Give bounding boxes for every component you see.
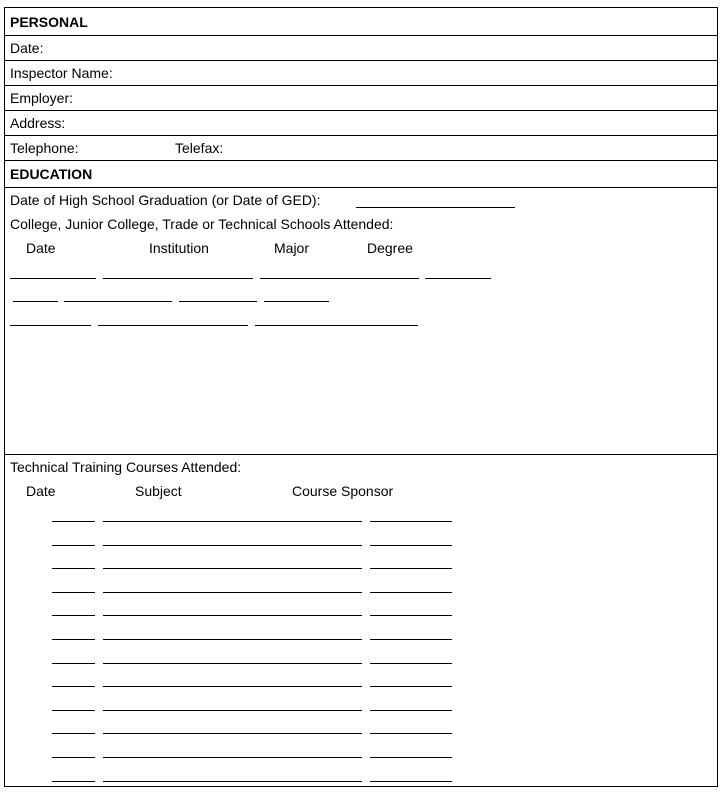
training-date-blank[interactable] [52, 781, 95, 782]
training-subject-blank[interactable] [103, 521, 362, 522]
training-subject-blank[interactable] [103, 568, 362, 569]
training-sponsor-blank[interactable] [370, 615, 452, 616]
training-date-blank[interactable] [52, 757, 95, 758]
training-date-blank[interactable] [52, 545, 95, 546]
divider [5, 60, 717, 61]
training-date-blank[interactable] [52, 733, 95, 734]
divider [5, 35, 717, 36]
personal-header: PERSONAL [10, 14, 88, 30]
training-date-blank[interactable] [52, 615, 95, 616]
edu-institution-blank[interactable] [64, 301, 172, 302]
edu-col-degree: Degree [367, 240, 413, 256]
training-subject-blank[interactable] [103, 757, 362, 758]
address-field-label: Address: [10, 115, 66, 131]
training-col-subject: Subject [135, 483, 182, 499]
training-date-blank[interactable] [52, 663, 95, 664]
edu-col-major: Major [274, 240, 310, 256]
training-col-date: Date [26, 483, 56, 499]
edu-col-date: Date [26, 240, 56, 256]
training-col-sponsor: Course Sponsor [292, 483, 394, 499]
divider [5, 454, 717, 455]
education-header: EDUCATION [10, 166, 93, 182]
employer-field-label: Employer: [10, 90, 74, 106]
hs-graduation-blank[interactable] [356, 207, 515, 208]
edu-col-institution: Institution [149, 240, 209, 256]
inspector-name-field-label: Inspector Name: [10, 65, 113, 81]
divider [5, 110, 717, 111]
training-label: Technical Training Courses Attended: [10, 459, 242, 475]
training-subject-blank[interactable] [103, 592, 362, 593]
training-sponsor-blank[interactable] [370, 568, 452, 569]
edu-major-blank[interactable] [255, 325, 418, 326]
divider [5, 160, 717, 161]
telefax-field-label: Telefax: [175, 140, 224, 156]
training-sponsor-blank[interactable] [370, 592, 452, 593]
training-sponsor-blank[interactable] [370, 545, 452, 546]
edu-date-blank[interactable] [10, 278, 96, 279]
training-sponsor-blank[interactable] [370, 781, 452, 782]
hs-graduation-label: Date of High School Graduation (or Date of GED): [10, 192, 321, 208]
training-sponsor-blank[interactable] [370, 521, 452, 522]
divider [5, 135, 717, 136]
training-subject-blank[interactable] [103, 781, 362, 782]
training-sponsor-blank[interactable] [370, 639, 452, 640]
training-subject-blank[interactable] [103, 545, 362, 546]
training-sponsor-blank[interactable] [370, 663, 452, 664]
training-sponsor-blank[interactable] [370, 710, 452, 711]
edu-institution-blank[interactable] [103, 278, 253, 279]
training-sponsor-blank[interactable] [370, 686, 452, 687]
training-subject-blank[interactable] [103, 639, 362, 640]
training-date-blank[interactable] [52, 686, 95, 687]
training-sponsor-blank[interactable] [370, 733, 452, 734]
training-subject-blank[interactable] [103, 686, 362, 687]
edu-date-blank[interactable] [10, 325, 91, 326]
divider [5, 187, 717, 188]
edu-institution-blank[interactable] [98, 325, 248, 326]
telephone-field-label: Telephone: [10, 140, 79, 156]
training-subject-blank[interactable] [103, 733, 362, 734]
edu-date-blank[interactable] [13, 301, 58, 302]
edu-degree-blank[interactable] [264, 301, 329, 302]
training-date-blank[interactable] [52, 592, 95, 593]
training-subject-blank[interactable] [103, 663, 362, 664]
training-subject-blank[interactable] [103, 615, 362, 616]
divider [5, 85, 717, 86]
training-date-blank[interactable] [52, 710, 95, 711]
college-label: College, Junior College, Trade or Technical Schools Attended: [10, 216, 394, 232]
date-field-label: Date: [10, 40, 44, 56]
training-date-blank[interactable] [52, 639, 95, 640]
inspector-form [4, 7, 718, 787]
training-sponsor-blank[interactable] [370, 757, 452, 758]
edu-degree-blank[interactable] [425, 278, 491, 279]
training-subject-blank[interactable] [103, 710, 362, 711]
edu-major-blank[interactable] [179, 301, 257, 302]
training-date-blank[interactable] [52, 568, 95, 569]
training-date-blank[interactable] [52, 521, 95, 522]
edu-major-blank[interactable] [260, 278, 419, 279]
